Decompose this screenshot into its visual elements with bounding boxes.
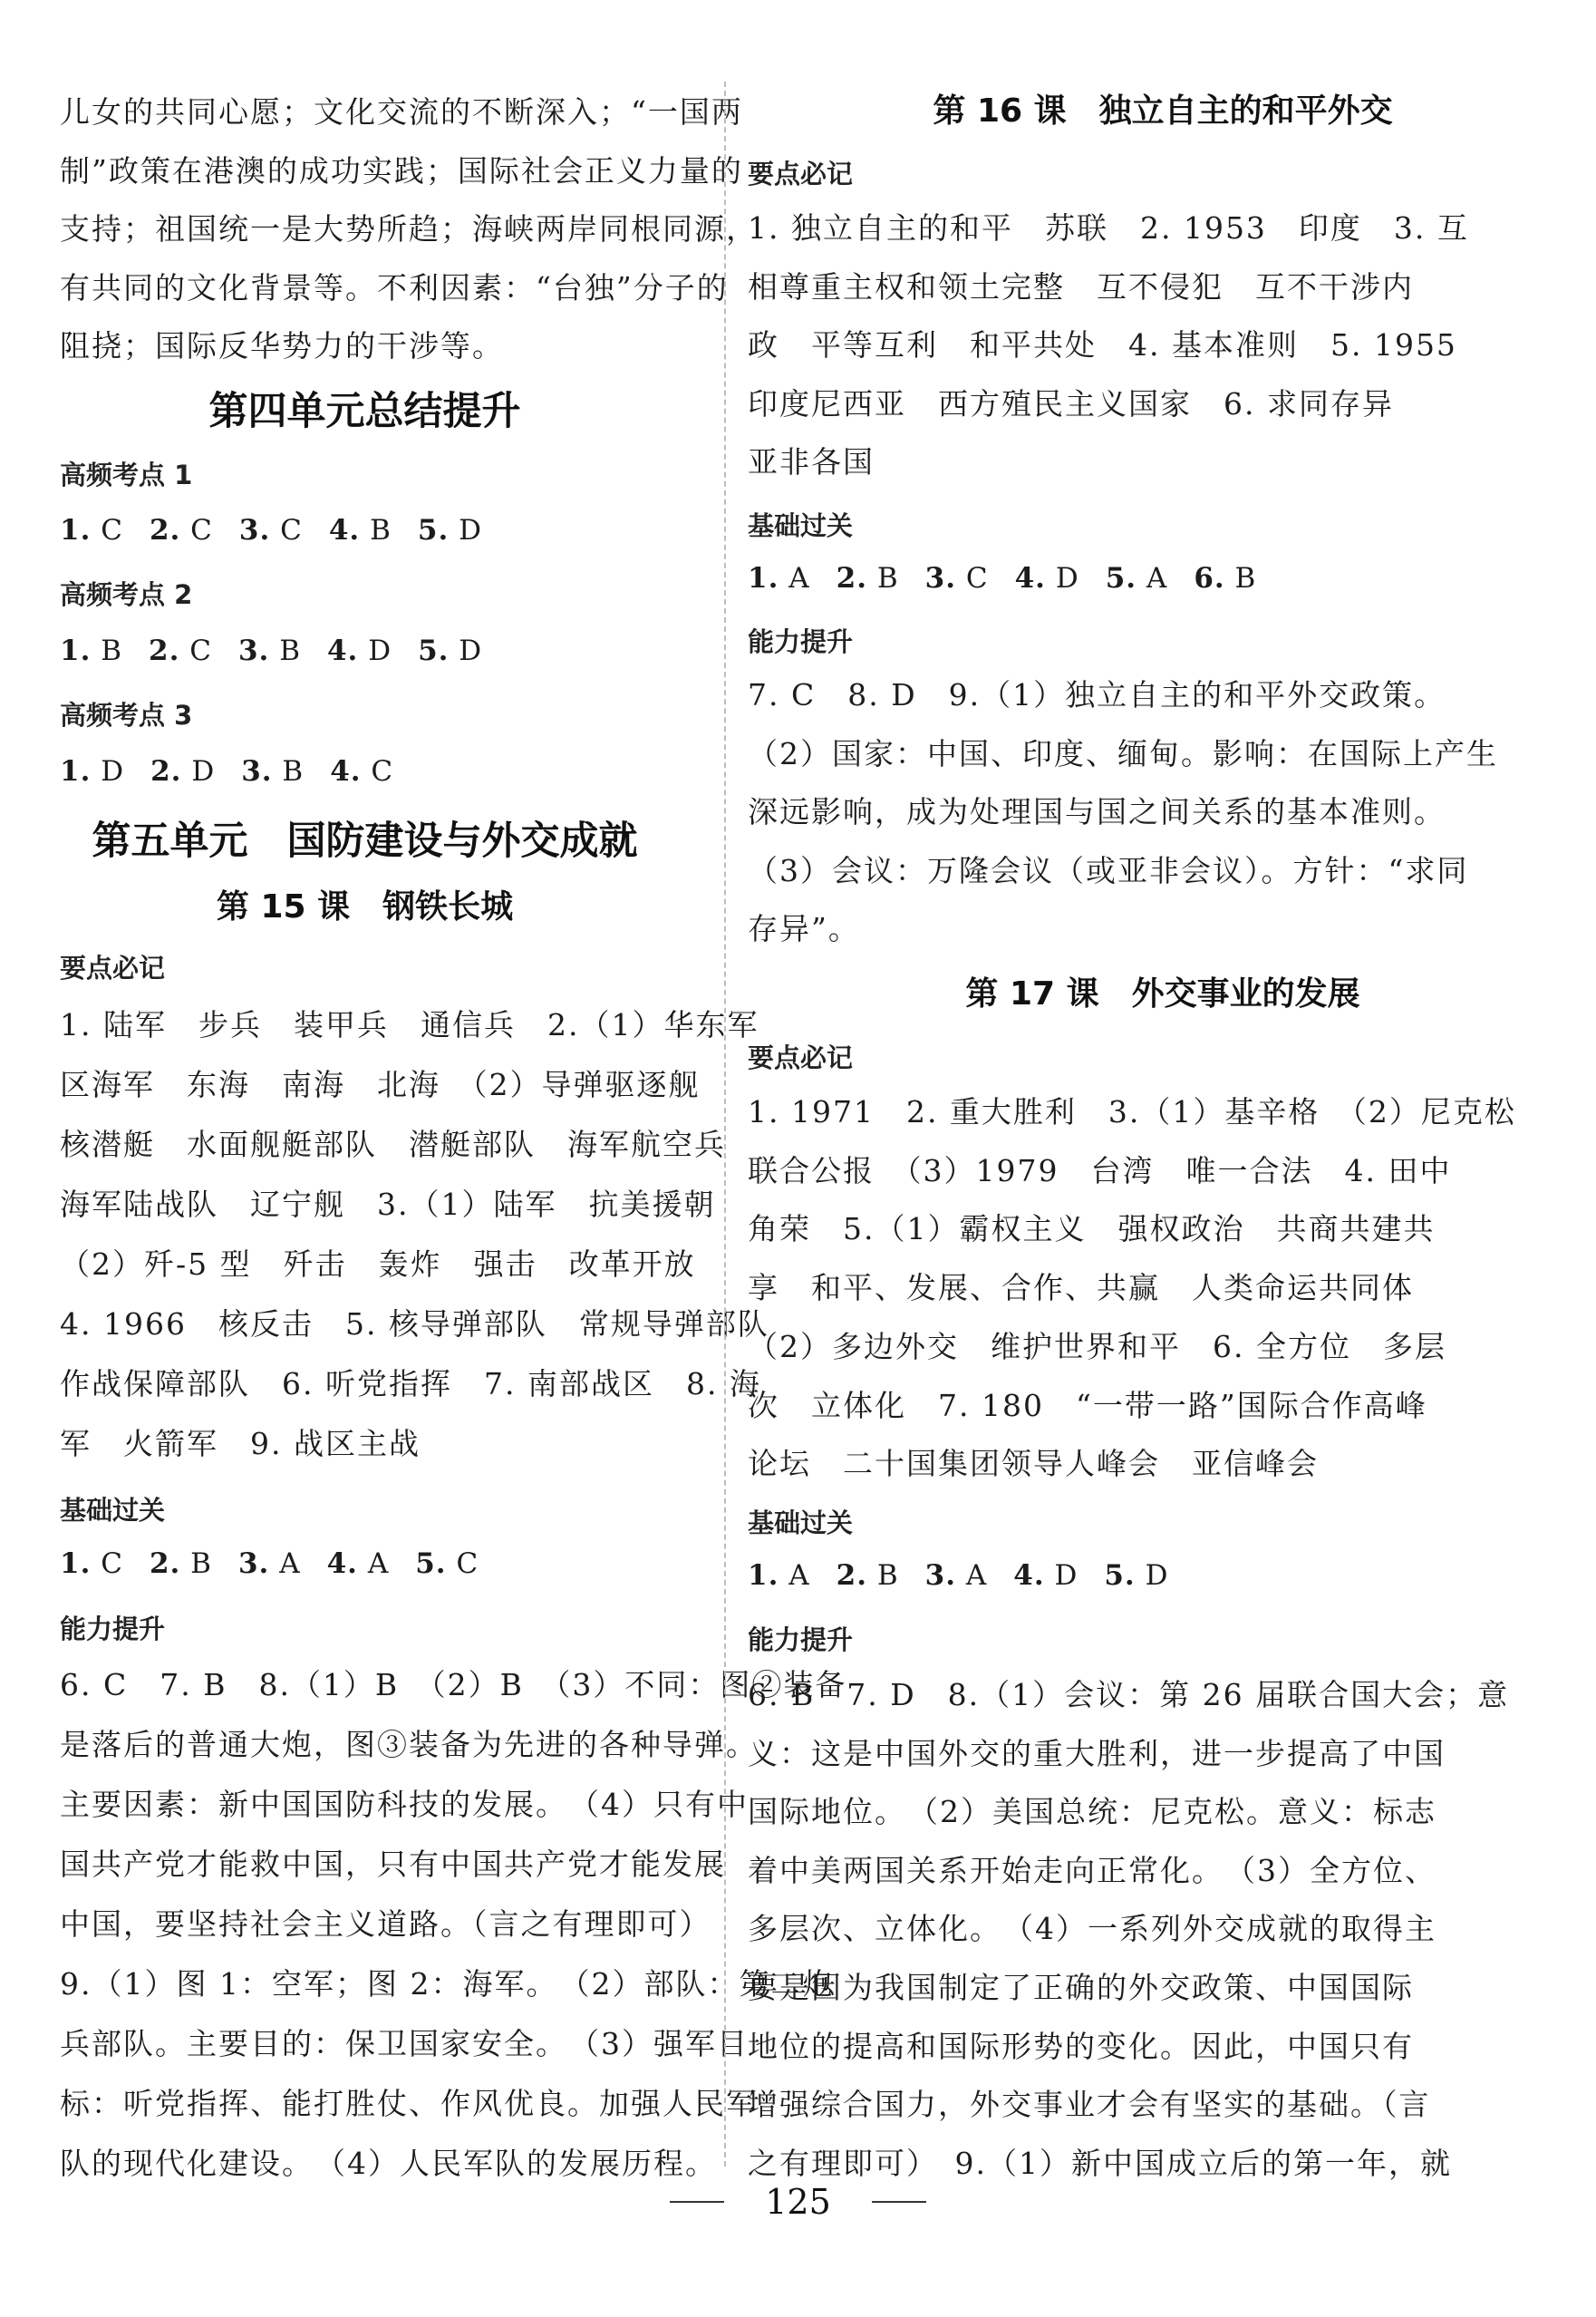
answer-number: 2. bbox=[836, 562, 867, 595]
answer-choice: B bbox=[269, 635, 301, 667]
answer-number: 3. bbox=[924, 562, 957, 595]
text-line: （2）歼-5 型 歼击 轰炸 强击 改革开放 bbox=[60, 1246, 696, 1282]
text-line: 中国，要坚持社会主义道路。（言之有理即可） bbox=[60, 1906, 711, 1942]
answer-number: 4. bbox=[326, 1547, 358, 1580]
lesson15-title: 第 15 课 钢铁长城 bbox=[216, 888, 514, 926]
l16-ability-label: 能力提升 bbox=[748, 626, 854, 657]
l17-key-points-label: 要点必记 bbox=[748, 1042, 854, 1073]
text-line: 阻挠；国际反华势力的干涉等。 bbox=[60, 328, 504, 364]
answer-choice: A bbox=[779, 562, 810, 595]
text-line: 海军陆战队 辽宁舰 3.（1）陆军 抗美援朝 bbox=[60, 1187, 716, 1222]
text-line: 1. 独立自主的和平 苏联 2. 1953 印度 3. 互 bbox=[748, 210, 1469, 246]
text-line: 多层次、立体化。 （4）一系列外交成就的取得主 bbox=[748, 1911, 1436, 1947]
answer-number: 3. bbox=[237, 1547, 270, 1580]
answer-number: 1. bbox=[60, 514, 92, 547]
text-line: 核潜艇 水面舰艇部队 潜艇部队 海军航空兵 bbox=[60, 1127, 726, 1162]
answer-choice: A bbox=[779, 1559, 810, 1592]
text-line: （2）多边外交 维护世界和平 6. 全方位 多层 bbox=[748, 1328, 1446, 1364]
answer-number: 3. bbox=[238, 514, 271, 547]
answer-number: 3. bbox=[924, 1559, 957, 1592]
answer-choice: A bbox=[956, 1559, 988, 1592]
text-line: 7. C 8. D 9.（1）独立自主的和平外交政策。 bbox=[748, 677, 1446, 713]
intro-paragraph bbox=[60, 83, 758, 376]
l15-key-points-label: 要点必记 bbox=[60, 953, 166, 984]
answer-number: 1. bbox=[748, 1559, 779, 1592]
answer-choice: C bbox=[361, 755, 394, 788]
lesson17-title: 第 17 课 外交事业的发展 bbox=[965, 975, 1360, 1013]
answer-choice: C bbox=[180, 514, 213, 547]
l17-key-points bbox=[748, 1083, 1516, 1494]
answer-number: 5. bbox=[418, 635, 450, 667]
answer-number: 1. bbox=[60, 1547, 92, 1580]
answer-number: 5. bbox=[1105, 562, 1137, 595]
text-line: 享 和平、发展、合作、共赢 人类命运共同体 bbox=[748, 1270, 1414, 1306]
answer-choice: B bbox=[360, 514, 392, 547]
text-line: 6. B 7. D 8.（1）会议：第 26 届联合国大会；意 bbox=[748, 1677, 1510, 1712]
answer-number: 2. bbox=[149, 635, 180, 667]
text-line: 联合公报 （3）1979 台湾 唯一合法 4. 田中 bbox=[748, 1152, 1452, 1188]
text-line: 是落后的普通大炮，图③装备为先进的各种导弹。 bbox=[60, 1727, 758, 1762]
answer-number: 4. bbox=[1014, 562, 1046, 595]
answer-number: 4. bbox=[328, 514, 361, 547]
text-line: 1. 1971 2. 重大胜利 3.（1）基辛格 （2）尼克松 bbox=[748, 1094, 1516, 1129]
text-line: 4. 1966 核反击 5. 核导弹部队 常规导弹部队 bbox=[60, 1306, 769, 1342]
l15-basic-answers bbox=[60, 1547, 479, 1580]
answer-number: 1. bbox=[60, 755, 92, 788]
hf3-label: 高频考点 3 bbox=[60, 700, 193, 731]
answer-choice: A bbox=[269, 1547, 301, 1580]
hf1-answers bbox=[60, 514, 482, 547]
answer-number: 5. bbox=[417, 514, 450, 547]
answer-number: 2. bbox=[836, 1559, 867, 1592]
l15-basic-label: 基础过关 bbox=[60, 1495, 166, 1526]
answer-choice: C bbox=[91, 514, 123, 547]
answer-choice: D bbox=[181, 755, 216, 788]
text-line: 政 平等互利 和平共处 4. 基本准则 5. 1955 bbox=[748, 327, 1457, 363]
l17-basic-label: 基础过关 bbox=[748, 1508, 854, 1538]
answer-number: 2. bbox=[150, 755, 182, 788]
hf3-answers bbox=[60, 755, 393, 788]
answer-choice: C bbox=[446, 1547, 479, 1580]
answer-number: 1. bbox=[748, 562, 779, 595]
l17-ability-answers bbox=[748, 1666, 1509, 2193]
text-line: 增强综合国力，外交事业才会有坚实的基础。（言 bbox=[748, 2087, 1431, 2123]
page-footer bbox=[0, 2182, 1596, 2236]
answer-choice: B bbox=[1224, 562, 1257, 595]
text-line: 有共同的文化背景等。不利因素：“台独”分子的 bbox=[60, 269, 729, 305]
answer-choice: C bbox=[956, 562, 989, 595]
text-line: 区海军 东海 南海 北海 （2）导弹驱逐舰 bbox=[60, 1067, 701, 1102]
answer-choice: D bbox=[449, 514, 482, 547]
l16-basic-label: 基础过关 bbox=[748, 510, 854, 541]
text-line: 军 火箭军 9. 战区主战 bbox=[60, 1426, 421, 1461]
text-line: 9.（1）图 1：空军；图 2：海军。 （2）部队：第二炮 bbox=[60, 1966, 835, 2002]
l16-ability-answers bbox=[748, 666, 1498, 959]
answer-number: 4. bbox=[1013, 1559, 1045, 1592]
answer-choice: B bbox=[180, 1547, 212, 1580]
text-line: 次 立体化 7. 180 “一带一路”国际合作高峰 bbox=[748, 1387, 1427, 1423]
answer-choice: A bbox=[1137, 562, 1168, 595]
answer-choice: C bbox=[179, 635, 212, 667]
unit5-title: 第五单元 国防建设与外交成就 bbox=[92, 819, 638, 864]
answer-number: 6. bbox=[1194, 562, 1225, 595]
answer-choice: C bbox=[270, 514, 303, 547]
text-line: 标：听党指挥、能打胜仗、作风优良。加强人民军 bbox=[60, 2086, 758, 2121]
hf2-answers bbox=[60, 635, 482, 667]
l15-ability-label: 能力提升 bbox=[60, 1614, 166, 1644]
unit4-summary-title: 第四单元总结提升 bbox=[208, 389, 521, 434]
text-line: 之有理即可） 9.（1）新中国成立后的第一年，就 bbox=[748, 2145, 1452, 2181]
answer-choice: B bbox=[91, 635, 123, 667]
answer-number: 2. bbox=[149, 1547, 181, 1580]
answer-choice: D bbox=[1045, 562, 1079, 595]
text-line: 印度尼西亚 西方殖民主义国家 6. 求同存异 bbox=[748, 385, 1394, 422]
text-line: 制”政策在港澳的成功实践；国际社会正义力量的 bbox=[60, 152, 743, 189]
text-line: 国共产党才能救中国，只有中国共产党才能发展 bbox=[60, 1847, 726, 1882]
hf2-label: 高频考点 2 bbox=[60, 579, 193, 610]
text-line: 角荣 5.（1）霸权主义 强权政治 共商共建共 bbox=[748, 1211, 1436, 1247]
answer-number: 3. bbox=[237, 635, 270, 667]
l16-key-points-label: 要点必记 bbox=[748, 159, 854, 189]
answer-choice: A bbox=[357, 1547, 390, 1580]
text-line: 国际地位。 （2）美国总统：尼克松。意义：标志 bbox=[748, 1794, 1436, 1830]
footer-rule-right bbox=[872, 2201, 926, 2203]
text-line: 儿女的共同心愿；文化交流的不断深入；“一国两 bbox=[60, 94, 743, 130]
column-divider bbox=[724, 82, 726, 2167]
footer-rule-left bbox=[670, 2201, 724, 2203]
answer-number: 3. bbox=[241, 755, 273, 788]
answer-number: 2. bbox=[149, 514, 181, 547]
answer-choice: D bbox=[91, 755, 125, 788]
answer-choice: B bbox=[867, 1559, 899, 1592]
lesson16-title: 第 16 课 独立自主的和平外交 bbox=[933, 92, 1393, 130]
text-line: （3）会议：万隆会议（或亚非会议）。方针：“求同 bbox=[748, 852, 1469, 888]
text-line: 深远影响，成为处理国与国之间关系的基本准则。 bbox=[748, 794, 1446, 829]
answer-choice: D bbox=[358, 635, 392, 667]
answer-choice: D bbox=[1044, 1559, 1079, 1592]
text-line: 1. 陆军 步兵 装甲兵 通信兵 2.（1）华东军 bbox=[60, 1007, 759, 1042]
answer-choice: D bbox=[1135, 1559, 1169, 1592]
l15-key-points bbox=[60, 995, 769, 1474]
text-line: 支持；祖国统一是大势所趋；海峡两岸同根同源， bbox=[60, 211, 758, 247]
text-line: 队的现代化建设。 （4）人民军队的发展历程。 bbox=[60, 2146, 717, 2181]
text-line: （2）国家：中国、印度、缅甸。影响：在国际上产生 bbox=[748, 735, 1498, 771]
text-line: 义：这是中国外交的重大胜利，进一步提高了中国 bbox=[748, 1735, 1446, 1771]
l17-basic-answers bbox=[748, 1559, 1168, 1592]
answer-choice: D bbox=[449, 635, 483, 667]
text-line: 相尊重主权和领土完整 互不侵犯 互不干涉内 bbox=[748, 268, 1414, 305]
l16-key-points bbox=[748, 199, 1469, 492]
text-line: 亚非各国 bbox=[748, 444, 875, 480]
l17-ability-label: 能力提升 bbox=[748, 1624, 854, 1655]
text-line: 着中美两国关系开始走向正常化。 （3）全方位、 bbox=[748, 1852, 1436, 1888]
hf1-label: 高频考点 1 bbox=[60, 460, 193, 490]
answer-number: 5. bbox=[415, 1547, 447, 1580]
text-line: 地位的提高和国际形势的变化。因此，中国只有 bbox=[748, 2028, 1414, 2064]
page-number: 125 bbox=[765, 2182, 831, 2222]
l16-basic-answers bbox=[748, 562, 1256, 595]
answer-number: 1. bbox=[60, 635, 92, 667]
text-line: 6. C 7. B 8.（1）B （2）B （3）不同：图②装备 bbox=[60, 1667, 847, 1702]
text-line: 主要因素：新中国国防科技的发展。 （4）只有中 bbox=[60, 1787, 749, 1822]
l15-ability-answers bbox=[60, 1655, 846, 2194]
text-line: 要是因为我国制定了正确的外交政策、中国国际 bbox=[748, 1969, 1414, 2005]
text-line: 存异”。 bbox=[748, 911, 860, 946]
text-line: 作战保障部队 6. 听党指挥 7. 南部战区 8. 海 bbox=[60, 1366, 761, 1401]
answer-choice: C bbox=[91, 1547, 123, 1580]
answer-number: 4. bbox=[326, 635, 359, 667]
answer-number: 4. bbox=[330, 755, 362, 788]
answer-number: 5. bbox=[1104, 1559, 1136, 1592]
answer-choice: B bbox=[272, 755, 305, 788]
text-line: 兵部队。主要目的：保卫国家安全。 （3）强军目 bbox=[60, 2026, 749, 2061]
text-line: 论坛 二十国集团领导人峰会 亚信峰会 bbox=[748, 1446, 1319, 1482]
answer-choice: B bbox=[867, 562, 899, 595]
